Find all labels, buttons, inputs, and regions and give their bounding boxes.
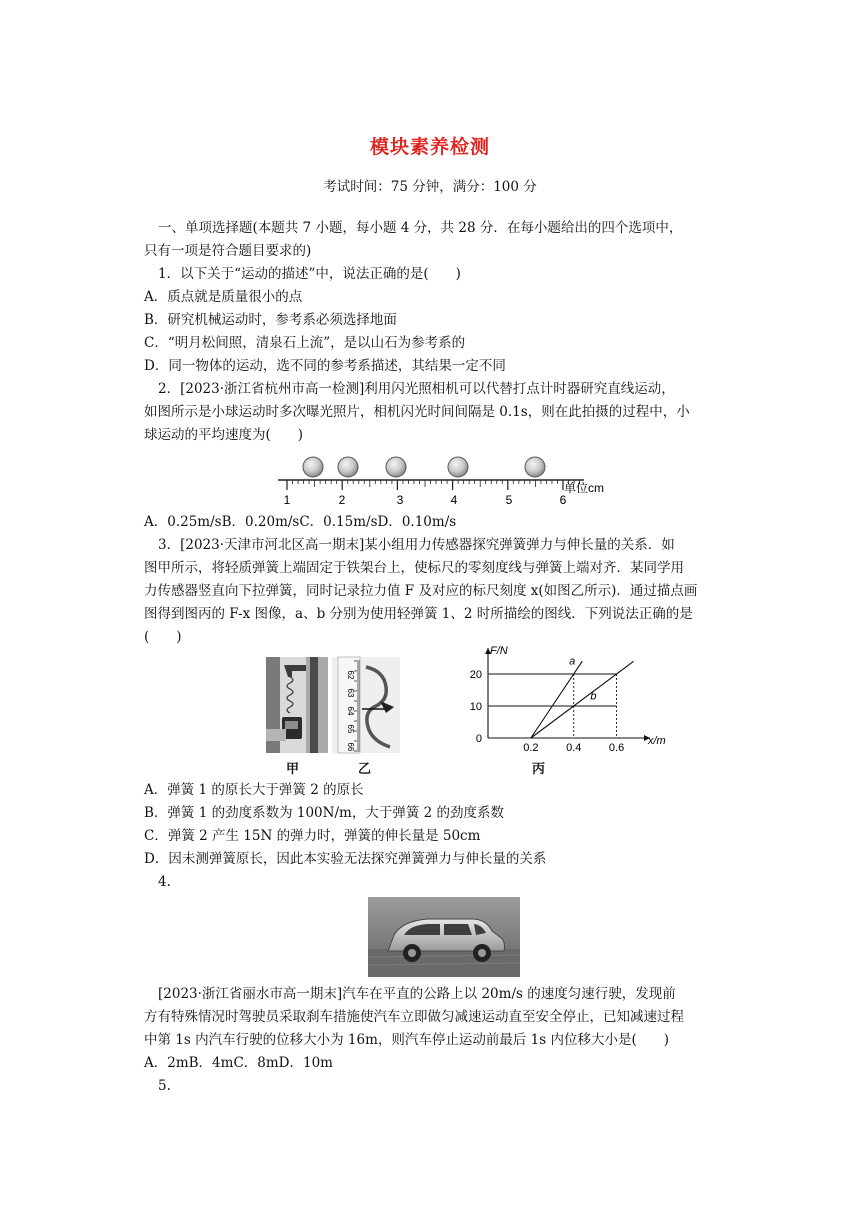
q1-option-b: B．研究机械运动时，参考系必须选择地面 bbox=[144, 312, 397, 328]
ball-4 bbox=[448, 457, 468, 477]
ruler-unit-label: 单位cm bbox=[564, 481, 604, 495]
q4-stem-line-2: 方有特殊情况时驾驶员采取刹车措施使汽车立即做匀减速运动直至安全停止，已知减速过程 bbox=[144, 1009, 684, 1025]
q3-stem-line-3: 力传感器竖直向下拉弹簧，同时记录拉力值 F 及对应的标尺刻度 x(如图乙所示)．通过描点画 bbox=[144, 583, 698, 599]
series-line-a bbox=[531, 661, 582, 738]
ruler-label-2: 2 bbox=[338, 493, 346, 507]
flash-photo-ruler-figure bbox=[272, 450, 602, 512]
yi-mark-65: 65 bbox=[346, 724, 355, 734]
q2-stem-line-1: 2．[2023·浙江省杭州市高一检测]利用闪光照相机可以代替打点计时器研究直线运动， bbox=[158, 381, 675, 397]
ruler-label-1: 1 bbox=[283, 493, 291, 507]
figure-bing-label: 丙 bbox=[532, 762, 546, 777]
q3-option-a: A．弹簧 1 的原长大于弹簧 2 的原长 bbox=[144, 782, 364, 798]
ball-2 bbox=[338, 457, 358, 477]
ruler-label-4: 4 bbox=[450, 493, 458, 507]
fx-axes bbox=[485, 648, 650, 741]
q3-stem-line-5: ( ) bbox=[144, 629, 182, 645]
q3-option-b: B．弹簧 1 的劲度系数为 100N/m，大于弹簧 2 的劲度系数 bbox=[144, 805, 504, 821]
q1-stem: 1．以下关于“运动的描述”中，说法正确的是( ) bbox=[158, 266, 461, 282]
x-tick-label: 0.6 bbox=[608, 742, 625, 754]
ball-3 bbox=[386, 457, 406, 477]
q2-options: A．0.25m/sB．0.20m/sC．0.15m/sD．0.10m/s bbox=[144, 514, 457, 530]
q2-stem-line-2: 如图所示是小球运动时多次曝光照片，相机闪光时间间隔是 0.1s，则在此拍摄的过程中，小 bbox=[144, 404, 690, 420]
q3-option-c: C．弹簧 2 产生 15N 的弹力时，弹簧的伸长量是 50cm bbox=[144, 828, 481, 844]
y-tick-label: 10 bbox=[469, 701, 482, 713]
q3-stem-line-4: 图得到图丙的 F-x 图像，a、b 分别为使用轻弹簧 1、2 时所描绘的图线．下列说法正确的是 bbox=[144, 606, 693, 622]
y-axis-label: F/N bbox=[490, 645, 508, 657]
x-tick-label: 0.4 bbox=[566, 742, 582, 754]
section-header-line-1: 一、单项选择题(本题共 7 小题，每小题 4 分，共 28 分．在每小题给出的四个选项中， bbox=[158, 220, 683, 236]
q5-number: 5. bbox=[158, 1078, 171, 1094]
ruler-label-3: 3 bbox=[396, 493, 404, 507]
q4-stem-line-1: [2023·浙江省丽水市高一期末]汽车在平直的公路上以 20m/s 的速度匀速行驶，发现前 bbox=[158, 986, 676, 1002]
q3-stem-line-1: 3．[2023·天津市河北区高一期末]某小组用力传感器探究弹簧弹力与伸长量的关系．如 bbox=[158, 537, 675, 553]
q3-option-d: D．因未测弹簧原长，因此本实验无法探究弹簧弹力与伸长量的关系 bbox=[144, 851, 547, 867]
y-tick-label: 0 bbox=[475, 733, 482, 745]
figure-bing-fx-chart bbox=[460, 642, 666, 754]
ball-1 bbox=[303, 457, 323, 477]
ruler-label-6: 6 bbox=[559, 493, 567, 507]
figure-yi-photo bbox=[332, 657, 400, 753]
yi-mark-63: 63 bbox=[346, 688, 355, 698]
x-tick-label: 0.2 bbox=[523, 742, 539, 754]
q3-stem-line-2: 图甲所示，将轻质弹簧上端固定于铁架台上，使标尺的零刻度线与弹簧上端对齐．某同学用 bbox=[144, 560, 684, 576]
x-axis-label: x/m bbox=[648, 735, 666, 747]
q1-option-a: A．质点就是质量很小的点 bbox=[144, 289, 303, 305]
section-header-line-2: 只有一项是符合题目要求的) bbox=[144, 243, 312, 259]
q1-option-d: D．同一物体的运动，选不同的参考系描述，其结果一定不同 bbox=[144, 358, 506, 374]
q4-number: 4. bbox=[158, 874, 171, 890]
yi-mark-66: 66 bbox=[346, 742, 355, 752]
y-tick-label: 20 bbox=[469, 669, 482, 681]
q4-options: A．2mB．4mC．8mD．10m bbox=[144, 1055, 333, 1071]
exam-info: 考试时间：75 分钟，满分：100 分 bbox=[323, 179, 537, 195]
figure-yi-label: 乙 bbox=[358, 762, 372, 777]
ruler-ticks bbox=[287, 480, 580, 490]
figure-jia-label: 甲 bbox=[286, 762, 300, 777]
series-label-b: b bbox=[590, 690, 597, 703]
series-label-a: a bbox=[569, 655, 576, 668]
yi-mark-64: 64 bbox=[346, 706, 355, 716]
page-title: 模块素养检测 bbox=[369, 136, 490, 158]
series-line-b bbox=[531, 661, 634, 738]
q1-option-c: C．“明月松间照，清泉石上流”，是以山石为参考系的 bbox=[144, 335, 466, 351]
q2-stem-line-3: 球运动的平均速度为( ) bbox=[144, 427, 304, 443]
q4-stem-line-3: 中第 1s 内汽车行驶的位移大小为 16m，则汽车停止运动前最后 1s 内位移大小是( ) bbox=[144, 1032, 670, 1048]
fx-series bbox=[531, 661, 634, 738]
ball-5 bbox=[525, 457, 545, 477]
yi-mark-62: 62 bbox=[346, 670, 355, 680]
figure-jia-photo bbox=[266, 657, 328, 753]
ruler-label-5: 5 bbox=[505, 493, 513, 507]
q4-car-photo bbox=[368, 897, 520, 977]
